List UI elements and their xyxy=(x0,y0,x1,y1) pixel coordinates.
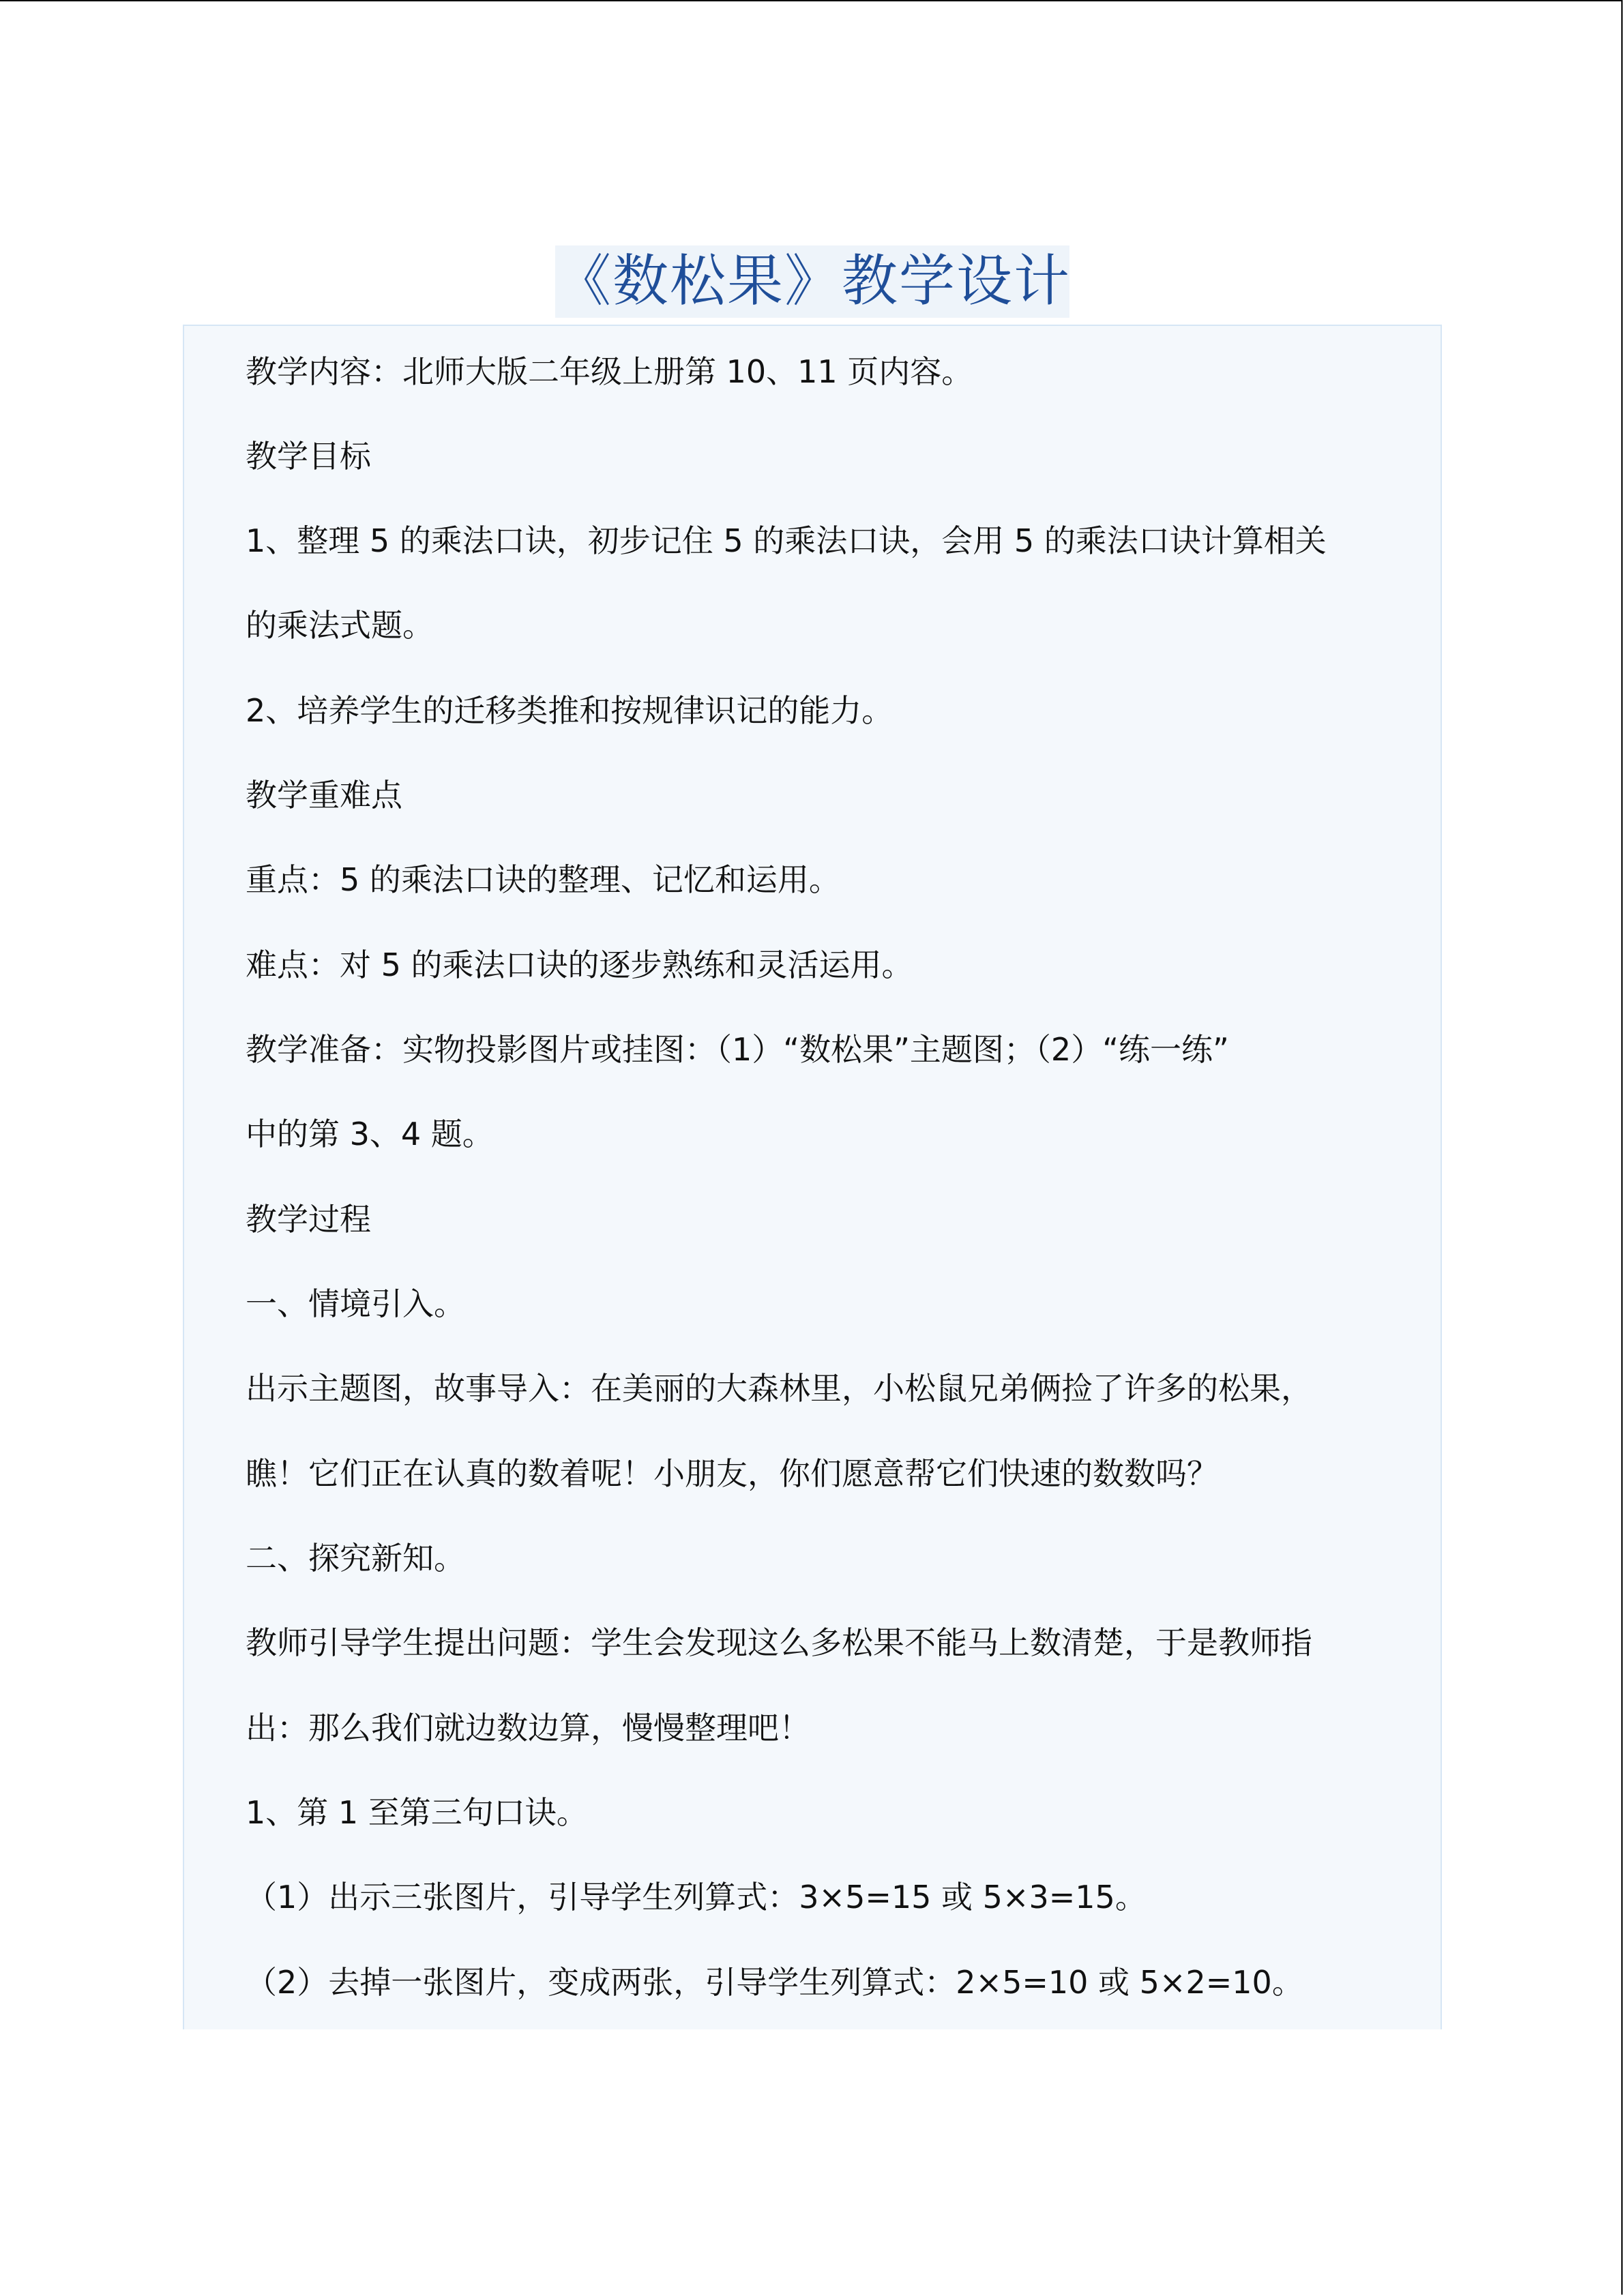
text-line-11: 教学过程 xyxy=(246,1201,371,1238)
text-line-18: 1、第 1 至第三句口诀。 xyxy=(246,1794,588,1831)
text-line-13: 出示主题图，故事导入：在美丽的大森林里，小松鼠兄弟俩捡了许多的松果， xyxy=(246,1370,1312,1407)
text-line-4: 的乘法式题。 xyxy=(246,607,434,644)
text-line-9: 教学准备：实物投影图片或挂图：（1）“数松果”主题图；（2）“练一练” xyxy=(246,1031,1229,1068)
text-line-19: （1）出示三张图片，引导学生列算式：3×5=15 或 5×3=15。 xyxy=(246,1879,1147,1915)
text-line-17: 出：那么我们就边数边算，慢慢整理吧！ xyxy=(246,1710,810,1746)
text-line-8: 难点：对 5 的乘法口诀的逐步熟练和灵活运用。 xyxy=(246,946,913,983)
text-line-2: 教学目标 xyxy=(246,438,371,475)
text-line-6: 教学重难点 xyxy=(246,777,402,814)
text-line-14: 瞧！它们正在认真的数着呢！小朋友，你们愿意帮它们快速的数数吗？ xyxy=(246,1455,1218,1492)
document-title: 《数松果》教学设计 xyxy=(555,245,1069,318)
text-line-10: 中的第 3、4 题。 xyxy=(246,1116,494,1152)
text-line-12: 一、情境引入。 xyxy=(246,1285,465,1322)
text-line-5: 2、培养学生的迁移类推和按规律识记的能力。 xyxy=(246,692,894,729)
text-line-16: 教师引导学生提出问题：学生会发现这么多松果不能马上数清楚，于是教师指 xyxy=(246,1624,1312,1661)
text-line-7: 重点：5 的乘法口诀的整理、记忆和运用。 xyxy=(246,861,840,898)
text-line-15: 二、探究新知。 xyxy=(246,1540,465,1577)
text-line-1: 教学内容：北师大版二年级上册第 10、11 页内容。 xyxy=(246,353,973,390)
text-line-20: （2）去掉一张图片，变成两张，引导学生列算式：2×5=10 或 5×2=10。 xyxy=(246,1964,1303,2001)
text-line-3: 1、整理 5 的乘法口诀，初步记住 5 的乘法口诀，会用 5 的乘法口诀计算相关 xyxy=(246,522,1327,559)
content-area xyxy=(183,325,1442,2029)
